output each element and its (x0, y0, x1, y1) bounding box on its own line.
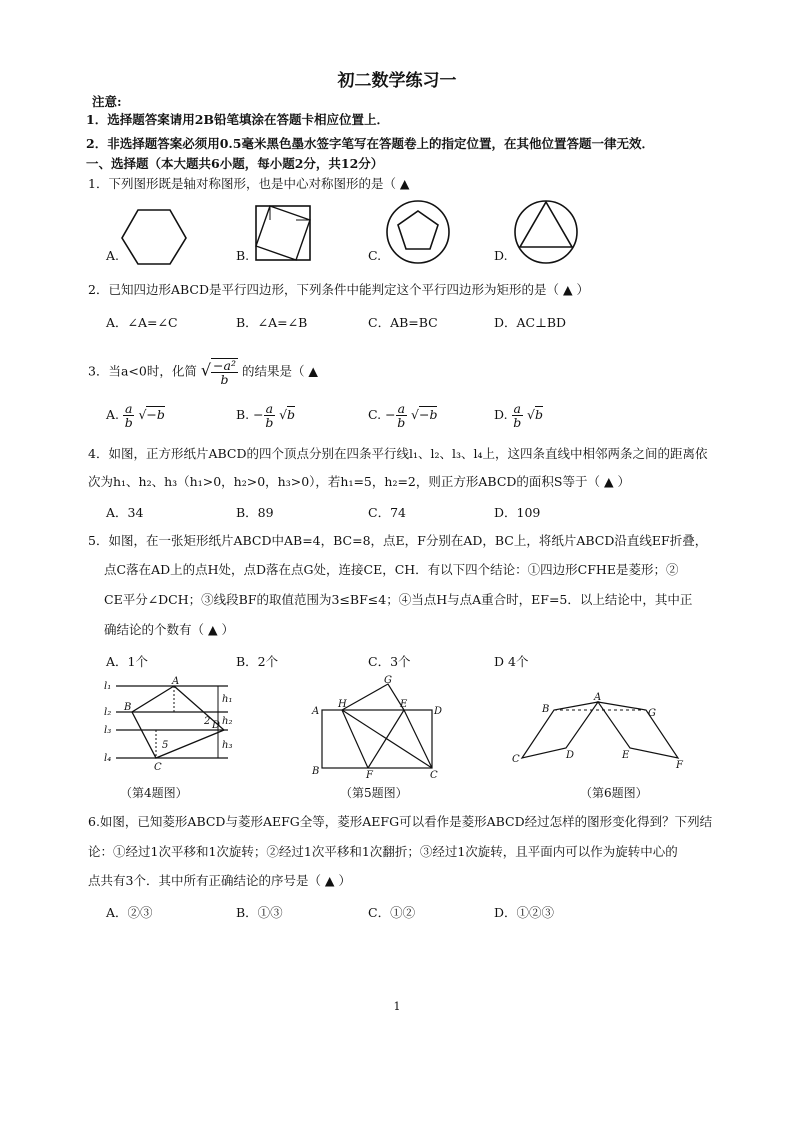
fig5-label-e: E (400, 699, 408, 710)
q3-option-d-den: b (513, 415, 522, 430)
fig6-label-e: E (622, 750, 630, 761)
radical-icon: √ (200, 360, 212, 380)
note-2: 2．非选择题答案必须用0.5毫米黑色墨水签字笔写在答题卷上的指定位置，在其他位置答题一律无效． (86, 136, 654, 151)
radical-icon: √ (138, 407, 147, 422)
q5-line-3: CE平分∠DCH；③线段BF的取值范围为3≤BF≤4；④当点H与点A重合时，EF=5．以上结论中，其中正 (104, 592, 693, 607)
fig5-label-c: C (430, 770, 438, 780)
q4-option-d[interactable]: D．109 (494, 505, 541, 520)
q3-option-b-den: b (265, 415, 274, 430)
q3-option-c-den: b (397, 415, 406, 430)
q5-line-4: 确结论的个数有（ ▲ ） (104, 622, 235, 637)
fig6-label-b: B (542, 704, 550, 715)
fig6-label-g: G (648, 708, 656, 719)
radical-icon: √ (279, 407, 288, 422)
fig4-label-d: D (212, 720, 221, 731)
q6-option-b[interactable]: B．①③ (236, 905, 283, 920)
q2-option-d[interactable]: D．AC⊥BD (494, 315, 567, 330)
q3-option-b-rad: b (287, 407, 296, 422)
fig5-label-g: G (384, 675, 392, 686)
fig4-label-5: 5 (162, 740, 169, 751)
fig4-label-h2: h₂ (222, 716, 233, 727)
q3-option-a[interactable] (106, 402, 165, 429)
q2-stem: 2．已知四边形ABCD是平行四边形，下列条件中能判定这个平行四边形为矩形的是（ ▲ ） (88, 282, 590, 297)
q3-option-d-rad: b (534, 407, 543, 422)
section-heading: 一、选择题（本大题共6小题，每小题2分，共12分） (86, 156, 384, 171)
fig5-label-f: F (366, 770, 373, 780)
q2-option-b[interactable]: B．∠A=∠B (236, 315, 308, 330)
q3-option-a-den: b (124, 415, 133, 430)
circle-triangle-figure (512, 198, 582, 268)
q6-option-a[interactable]: A．②③ (106, 905, 153, 920)
fig4-label-l4: l₄ (104, 753, 112, 764)
q1-option-d[interactable]: D. (494, 248, 508, 263)
q3-option-b-sign: − (253, 407, 264, 422)
q3-option-c[interactable] (368, 402, 437, 429)
q4-line-2: 次为h₁、h₂、h₃（h₁>0，h₂>0，h₃>0），若h₁=5，h₂=2，则正方形ABCD的面积S等于（ ▲ ） (88, 474, 631, 489)
q4-option-c[interactable]: C．74 (368, 505, 406, 520)
q6-line-2: 论：①经过1次平移和1次旋转；②经过1次平移和1次翻折；③经过1次旋转，且平面内可以作为旋转中心的 (88, 844, 678, 859)
radical-icon: √ (411, 407, 419, 422)
q1-stem: 1．下列图形既是轴对称图形，也是中心对称图形的是（ ▲ (88, 176, 410, 191)
page-title: 初二数学练习一 (337, 71, 457, 91)
fig5-label-h: H (338, 699, 347, 710)
fig6-label-c: C (512, 754, 520, 765)
fig6-label-f: F (676, 760, 683, 771)
notes-heading: 注意: (92, 94, 122, 109)
q4-option-b[interactable]: B．89 (236, 505, 274, 520)
fig6-label-d: D (566, 750, 575, 761)
fig5-label-d: D (434, 706, 443, 717)
q3-stem-post: 的结果是（ ▲ (241, 363, 319, 379)
q3-stem (88, 358, 318, 386)
q2-option-a[interactable]: A．∠A=∠C (106, 315, 178, 330)
q5-option-b[interactable]: B．2个 (236, 654, 279, 669)
fig4-label-l2: l₂ (104, 707, 112, 718)
fig5-caption: （第5题图） (340, 786, 408, 800)
q3-option-d-label: D. (494, 407, 508, 422)
q5-option-a[interactable]: A．1个 (106, 654, 148, 669)
q4-line-1: 4．如图，正方形纸片ABCD的四个顶点分别在四条平行线l₁、l₂、l₃、l₄上，这四条直线中相邻两条之间的距离依 (88, 446, 708, 461)
fig4-label-b: B (124, 702, 132, 713)
radical-icon: √ (526, 407, 535, 422)
q3-option-c-rad: −b (418, 407, 438, 422)
q3-option-b-frac (264, 402, 275, 429)
q5-line-2: 点C落在AD上的点H处，点D落在点G处，连接CE，CH．有以下四个结论：①四边形CFHE是菱形；② (104, 562, 679, 577)
q1-option-a[interactable]: A. (106, 248, 120, 263)
q3-option-a-rad: −b (146, 407, 165, 422)
q5-line-1: 5．如图，在一张矩形纸片ABCD中AB=4，BC=8，点E，F分别在AD，BC上，将纸片ABCD沿直线EF折叠， (88, 533, 708, 548)
q5-option-d[interactable]: D 4个 (494, 654, 529, 669)
fig4-label-l3: l₃ (104, 725, 112, 736)
figure-5 (306, 674, 456, 780)
fig5-label-b: B (312, 766, 320, 777)
q3-option-b-label: B. (236, 407, 250, 422)
fig4-label-h1: h₁ (222, 694, 233, 705)
q3-option-d[interactable] (494, 402, 543, 429)
q3-option-c-frac (396, 402, 407, 429)
fig6-label-a: A (594, 692, 602, 703)
fig6-caption: （第6题图） (580, 786, 648, 800)
q3-option-d-num: a (513, 401, 521, 416)
fig4-label-2: 2 (204, 716, 211, 727)
q5-option-c[interactable]: C．3个 (368, 654, 411, 669)
page-number: 1 (393, 1000, 401, 1013)
q6-line-1: 6.如图，已知菱形ABCD与菱形AEFG全等，菱形AEFG可以看作是菱形ABCD经过怎样的图形变化得到？下列结 (88, 814, 713, 829)
fig4-caption: （第4题图） (120, 786, 188, 800)
q3-stem-pre: 3．当a<0时，化简 (88, 363, 197, 379)
figure-4 (100, 674, 240, 774)
q1-option-b[interactable]: B. (236, 248, 250, 263)
fig4-label-l1: l₁ (104, 681, 112, 692)
q3-option-b-num: a (265, 401, 274, 416)
q3-option-c-label: C. (368, 407, 382, 422)
q3-radicand-num: −a² (213, 358, 236, 373)
square-pinwheel-figure (250, 200, 316, 266)
q3-option-b[interactable] (236, 402, 295, 429)
q2-option-c[interactable]: C．AB=BC (368, 315, 438, 330)
q3-option-c-num: a (397, 401, 406, 416)
q3-option-a-frac (123, 402, 134, 429)
q3-option-a-num: a (125, 401, 133, 416)
q6-option-c[interactable]: C．①② (368, 905, 416, 920)
q3-option-a-label: A. (106, 407, 120, 422)
figure-6 (506, 688, 696, 776)
hexagon-figure (120, 200, 200, 266)
q3-option-c-sign: − (385, 407, 396, 422)
fig4-label-a: A (172, 676, 180, 687)
q3-radicand-den: b (220, 372, 229, 387)
q4-option-a[interactable]: A．34 (106, 505, 144, 520)
q3-option-d-frac (512, 402, 523, 429)
q1-option-c[interactable]: C. (368, 248, 382, 263)
q6-line-3: 点共有3个．其中所有正确结论的序号是（ ▲ ） (88, 873, 352, 888)
fig4-label-h3: h₃ (222, 740, 233, 751)
fig5-label-a: A (312, 706, 320, 717)
fig4-label-c: C (154, 762, 162, 773)
q6-option-d[interactable]: D．①②③ (494, 905, 555, 920)
note-1: 1．选择题答案请用2B铅笔填涂在答题卡相应位置上． (86, 112, 389, 127)
circle-pentagon-figure (384, 198, 454, 268)
q3-radicand (211, 358, 238, 386)
